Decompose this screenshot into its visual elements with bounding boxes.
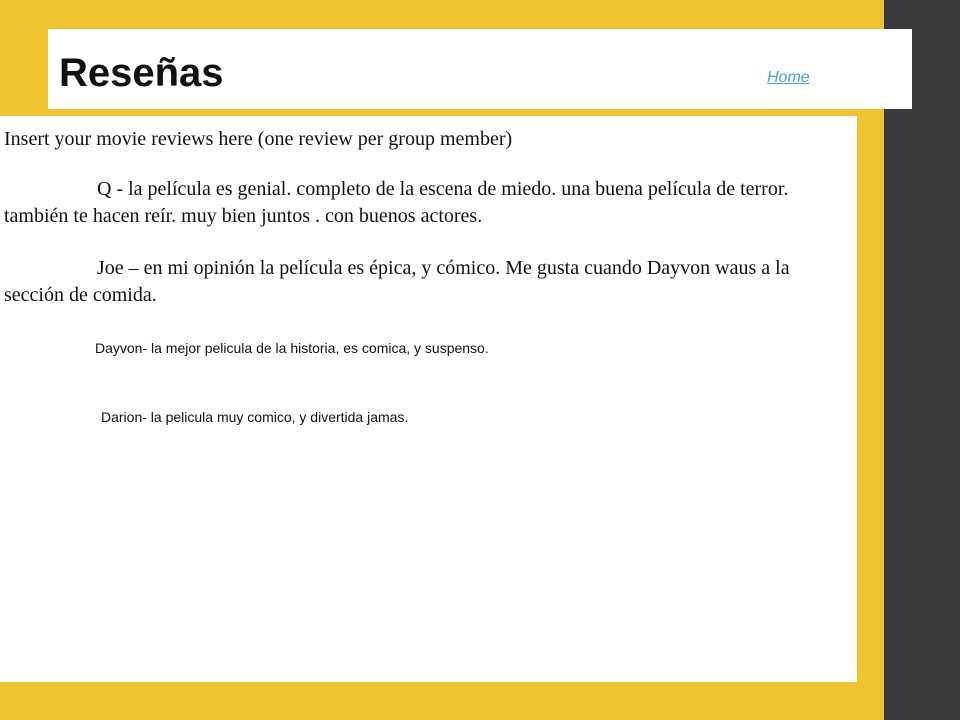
reviews-panel <box>0 116 857 682</box>
home-link[interactable]: Home <box>767 69 810 86</box>
intro-text: Insert your movie reviews here (one review per group member) <box>4 128 513 150</box>
review-q: Q - la película es genial. completo de la escena de miedo. una buena película de terror. también te hacen reír. muy bien juntos . con buenos actores. <box>4 178 789 227</box>
title-bar <box>48 29 912 109</box>
review-dayvon: Dayvon- la mejor pelicula de la historia, es comica, y suspenso. <box>95 340 489 356</box>
review-joe: Joe – en mi opinión la película es épica, y cómico. Me gusta cuando Dayvon waus a la sección de comida. <box>4 257 790 306</box>
page-title: Reseñas <box>59 51 224 95</box>
review-darion: Darion- la pelicula muy comico, y divertida jamas. <box>101 409 409 425</box>
